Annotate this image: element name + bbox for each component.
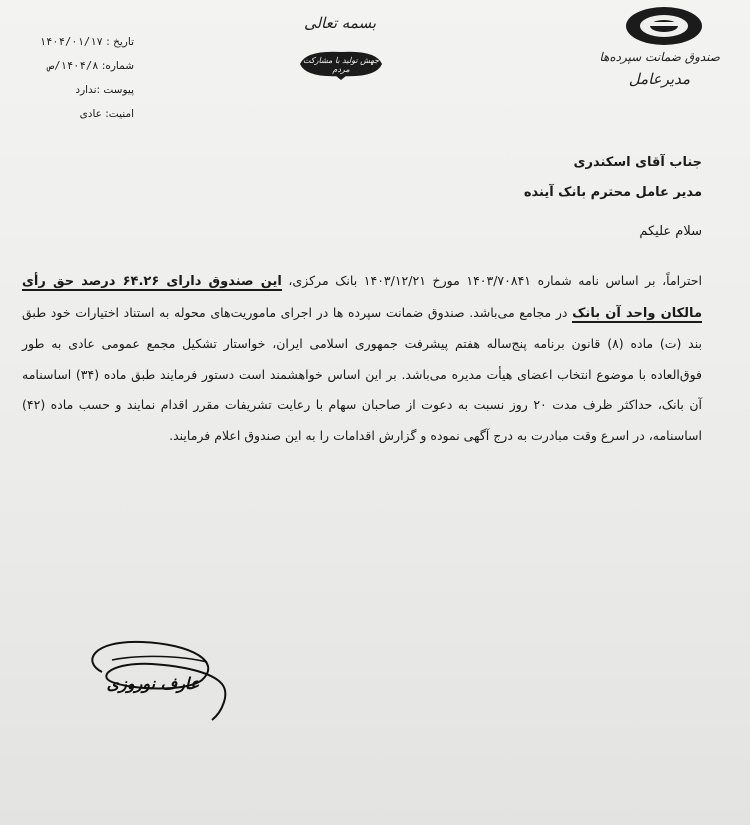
date-label: تاریخ : <box>106 36 134 48</box>
attachment-value: ندارد <box>75 84 97 96</box>
letter-body <box>22 266 702 451</box>
addressee <box>302 148 702 208</box>
number-label: شماره: <box>101 60 134 72</box>
signatory-name: عارف نوروزی <box>106 674 200 693</box>
greeting: سلام علیکم <box>639 224 702 239</box>
date-row <box>14 30 134 54</box>
slogan-text: جهش تولید با مشارکت مردم <box>303 56 379 74</box>
date-value: ۱۴۰۴/۰۱/۱۷ <box>39 36 103 48</box>
security-row <box>14 102 134 126</box>
addressee-name: جناب آقای اسکندری <box>573 155 702 170</box>
body-main: در مجامع می‌باشد. صندوق ضمانت سپرده ها در اجرای ماموریت‌های محوله به استناد اختیارات خود طبق بند (ت) ماده (۸) قانون برنامه پنج‌ساله هفتم پیشرفت جمهوری اسلامی ایران، خواستار تشکیل مجمع عمومی عادی به طور فوق‌العاده با موضوع انتخاب اعضای هیأت مدیره می‌باشد. بر این اساس خواهشمند است دستور فرمایند طبق ماده (۳۴) اساسنامه آن بانک، حداکثر ظرف مدت ۲۰ روز نسبت به دعوت از صاحبان سهام با رعایت تشریفات مقرر اقدام نمایند و حسب ماده (۴۲) اساسنامه، در اسرع وقت مبادرت به درج آگهی نموده و گزارش اقدامات را به این صندوق اعلام فرمایند. <box>22 304 703 443</box>
body-voting-share: این صندوق دارای ۶۴.۲۶ درصد حق رأی مالکان واحد آن بانک <box>22 274 702 321</box>
letter-metadata <box>14 30 134 126</box>
organization-name: صندوق ضمانت سپرده‌ها <box>599 50 720 64</box>
security-label: امنیت: <box>105 108 134 120</box>
security-value: عادی <box>79 108 102 120</box>
signatory-title: مدیرعامل <box>628 70 690 88</box>
attachment-row <box>14 78 134 102</box>
attachment-label: پیوست : <box>96 84 134 96</box>
basmala: بسمه تعالی <box>303 14 377 32</box>
deposit-guarantee-fund-logo-icon <box>622 4 706 50</box>
number-row <box>14 54 134 78</box>
number-value: ۱۴۰۴/۸/ص <box>47 60 99 72</box>
body-intro: احتراماً، بر اساس نامه شماره ۱۴۰۳/۷۰۸۴۱ مورخ ۱۴۰۳/۱۲/۲۱ بانک مرکزی، <box>288 273 702 288</box>
addressee-title: مدیر عامل محترم بانک آینده <box>523 185 702 200</box>
